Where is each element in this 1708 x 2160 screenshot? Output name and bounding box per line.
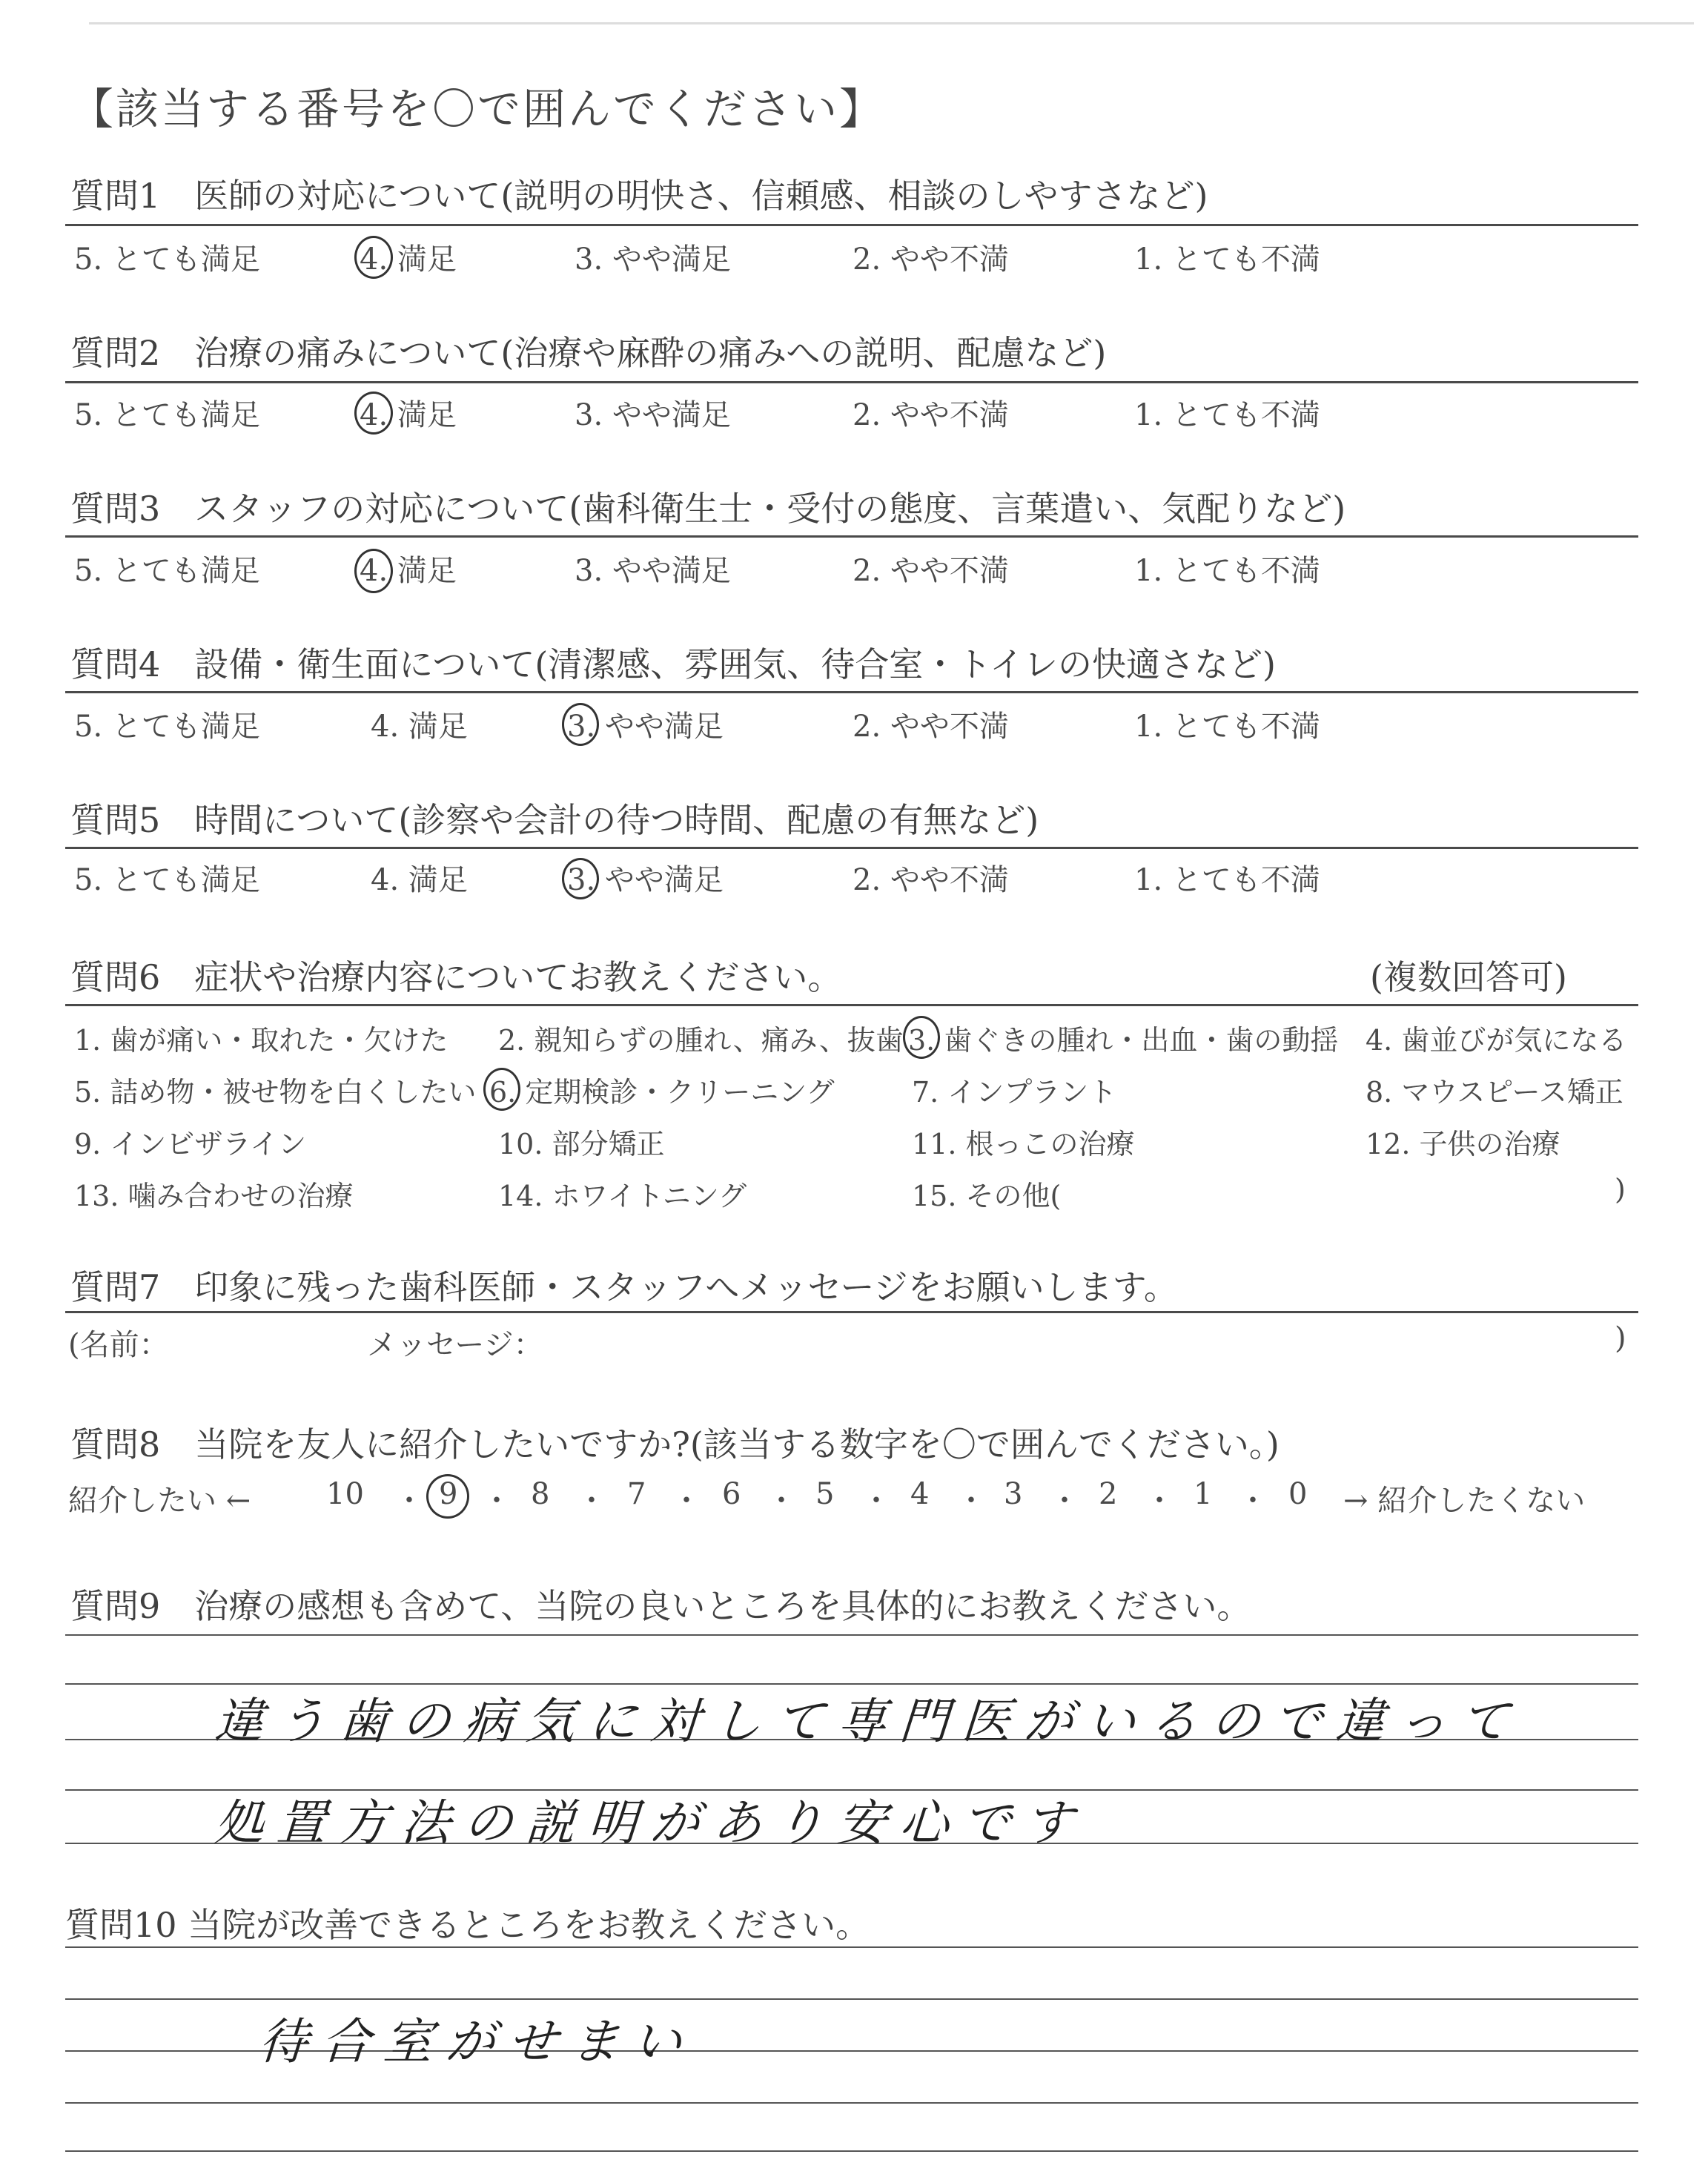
q8-scale-dot: ・	[482, 1484, 512, 1518]
q8-scale-9[interactable]: 9	[439, 1477, 458, 1511]
q8-scale-dot: ・	[1050, 1484, 1079, 1518]
q6-option-2[interactable]: 2. 親知らずの腫れ、痛み、抜歯	[498, 1024, 904, 1057]
q5-option-1[interactable]: 1. とても不満	[1134, 863, 1320, 897]
q6-option-8[interactable]: 8. マウスピース矯正	[1366, 1076, 1623, 1109]
q4-option-2[interactable]: 2. やや不満	[853, 710, 1009, 744]
q5-option-3[interactable]: 3. やや満足	[567, 863, 724, 897]
q8-scale-dot: ・	[956, 1484, 986, 1518]
q6-option-7[interactable]: 7. インプラント	[912, 1076, 1117, 1109]
q9-answer-line	[65, 1634, 1638, 1636]
q7-rule	[65, 1311, 1638, 1313]
q5-selected-circle	[562, 858, 599, 899]
q6-label: 質問6 症状や治療内容についてお教えください。	[70, 957, 842, 997]
q6-option-12[interactable]: 12. 子供の治療	[1366, 1128, 1560, 1160]
q8-scale-7[interactable]: 7	[627, 1477, 646, 1511]
q2-selected-circle	[354, 392, 393, 435]
q6-selected-circle-6	[483, 1068, 520, 1111]
q10-answer-line	[65, 2150, 1638, 2152]
q6-option-5[interactable]: 5. 詰め物・被せ物を白くしたい	[74, 1076, 477, 1109]
page-title: 【該当する番号を〇で囲んでください】	[70, 84, 885, 134]
q8-scale-dot: ・	[394, 1484, 424, 1518]
q1-selected-circle	[354, 236, 393, 279]
q1-option-3[interactable]: 3. やや満足	[575, 242, 731, 277]
q6-multiple-note: (複数回答可)	[1370, 957, 1567, 997]
q6-other-close-paren: )	[1615, 1173, 1626, 1206]
q10-answer-line	[65, 2102, 1638, 2104]
q8-scale-2[interactable]: 2	[1099, 1477, 1118, 1511]
q10-handwritten-answer: 待合室がせまい	[256, 2013, 698, 2070]
q9-label: 質問9 治療の感想も含めて、当院の良いところを具体的にお教えください。	[70, 1586, 1251, 1626]
q8-right-label: → 紹介したくない	[1343, 1484, 1586, 1518]
q8-scale-3[interactable]: 3	[1004, 1477, 1023, 1511]
q2-option-2[interactable]: 2. やや不満	[853, 398, 1009, 432]
q8-scale-dot: ・	[1145, 1484, 1174, 1518]
q5-rule	[65, 847, 1638, 849]
q3-option-1[interactable]: 1. とても不満	[1134, 554, 1320, 588]
q2-option-4[interactable]: 4. 満足	[360, 398, 457, 432]
q7-label: 質問7 印象に残った歯科医師・スタッフへメッセージをお願いします。	[70, 1267, 1178, 1307]
q1-option-5[interactable]: 5. とても満足	[74, 242, 260, 277]
q3-label: 質問3 スタッフの対応について(歯科衛生士・受付の態度、言葉遣い、気配りなど)	[70, 489, 1346, 529]
q4-option-1[interactable]: 1. とても不満	[1134, 710, 1320, 744]
q2-option-5[interactable]: 5. とても満足	[74, 398, 260, 432]
q6-option-9[interactable]: 9. インビザライン	[74, 1128, 307, 1160]
scan-top-edge	[89, 22, 1694, 24]
q2-option-3[interactable]: 3. やや満足	[575, 398, 731, 432]
q6-rule	[65, 1004, 1638, 1006]
q3-option-5[interactable]: 5. とても満足	[74, 554, 260, 588]
q8-scale-dot: ・	[577, 1484, 606, 1518]
q8-scale-8[interactable]: 8	[531, 1477, 550, 1511]
q8-scale-4[interactable]: 4	[910, 1477, 930, 1511]
q8-left-label: 紹介したい ←	[68, 1484, 251, 1518]
q9-handwritten-answer-line1: 違う歯の病気に対して専門医がいるので違って	[212, 1693, 1525, 1750]
q2-rule	[65, 381, 1638, 383]
q10-answer-line	[65, 1998, 1638, 2000]
q7-name-label: (名前：	[68, 1328, 169, 1362]
q8-scale-1[interactable]: 1	[1194, 1477, 1213, 1511]
q8-scale-6[interactable]: 6	[722, 1477, 741, 1511]
q6-option-15[interactable]: 15. その他(	[912, 1180, 1062, 1212]
q10-label: 質問10 当院が改善できるところをお教えください。	[65, 1905, 870, 1945]
q5-option-4[interactable]: 4. 満足	[371, 863, 468, 897]
q8-scale-0[interactable]: 0	[1288, 1477, 1308, 1511]
q3-option-2[interactable]: 2. やや不満	[853, 554, 1009, 588]
q6-option-1[interactable]: 1. 歯が痛い・取れた・欠けた	[74, 1024, 448, 1057]
q7-message-label: メッセージ：	[367, 1328, 543, 1362]
q6-option-10[interactable]: 10. 部分矯正	[498, 1128, 665, 1160]
q6-option-13[interactable]: 13. 噛み合わせの治療	[74, 1180, 354, 1212]
q7-close-paren: )	[1615, 1321, 1626, 1355]
q2-label: 質問2 治療の痛みについて(治療や麻酔の痛みへの説明、配慮など)	[70, 333, 1107, 373]
q6-selected-circle-3	[903, 1016, 940, 1059]
q6-option-14[interactable]: 14. ホワイトニング	[498, 1180, 747, 1212]
q8-label: 質問8 当院を友人に紹介したいですか?(該当する数字を〇で囲んでください。)	[70, 1424, 1280, 1464]
q9-handwritten-answer-line2: 処置方法の説明があり安心です	[212, 1794, 1089, 1852]
q3-selected-circle	[354, 549, 393, 593]
q8-scale-dot: ・	[1238, 1484, 1268, 1518]
q1-option-1[interactable]: 1. とても不満	[1134, 242, 1320, 277]
q1-option-2[interactable]: 2. やや不満	[853, 242, 1009, 277]
q1-rule	[65, 224, 1638, 226]
q1-label: 質問1 医師の対応について(説明の明快さ、信頼感、相談のしやすさなど)	[70, 176, 1208, 216]
q8-selected-circle	[426, 1474, 469, 1519]
q3-option-4[interactable]: 4. 満足	[360, 554, 457, 588]
q5-label: 質問5 時間について(診察や会計の待つ時間、配慮の有無など)	[70, 800, 1039, 840]
q6-option-4[interactable]: 4. 歯並びが気になる	[1366, 1024, 1627, 1057]
q4-label: 質問4 設備・衛生面について(清潔感、雰囲気、待合室・トイレの快適さなど)	[70, 644, 1276, 684]
q10-answer-line	[65, 1946, 1638, 1948]
q8-scale-5[interactable]: 5	[815, 1477, 835, 1511]
q4-rule	[65, 691, 1638, 693]
q3-option-3[interactable]: 3. やや満足	[575, 554, 731, 588]
q8-scale-dot: ・	[672, 1484, 701, 1518]
q4-selected-circle	[562, 703, 599, 746]
q6-option-11[interactable]: 11. 根っこの治療	[912, 1128, 1135, 1160]
q6-option-6[interactable]: 6. 定期検診・クリーニング	[489, 1076, 835, 1109]
q5-option-2[interactable]: 2. やや不満	[853, 863, 1009, 897]
q5-option-5[interactable]: 5. とても満足	[74, 863, 260, 897]
q4-option-3[interactable]: 3. やや満足	[567, 710, 724, 744]
q8-scale-10[interactable]: 10	[326, 1477, 364, 1511]
q8-scale-dot: ・	[861, 1484, 891, 1518]
q2-option-1[interactable]: 1. とても不満	[1134, 398, 1320, 432]
q1-option-4[interactable]: 4. 満足	[360, 242, 457, 277]
q6-option-3[interactable]: 3. 歯ぐきの腫れ・出血・歯の動揺	[908, 1024, 1339, 1057]
q3-rule	[65, 535, 1638, 538]
q8-scale-dot: ・	[767, 1484, 796, 1518]
q4-option-5[interactable]: 5. とても満足	[74, 710, 260, 744]
q4-option-4[interactable]: 4. 満足	[371, 710, 468, 744]
